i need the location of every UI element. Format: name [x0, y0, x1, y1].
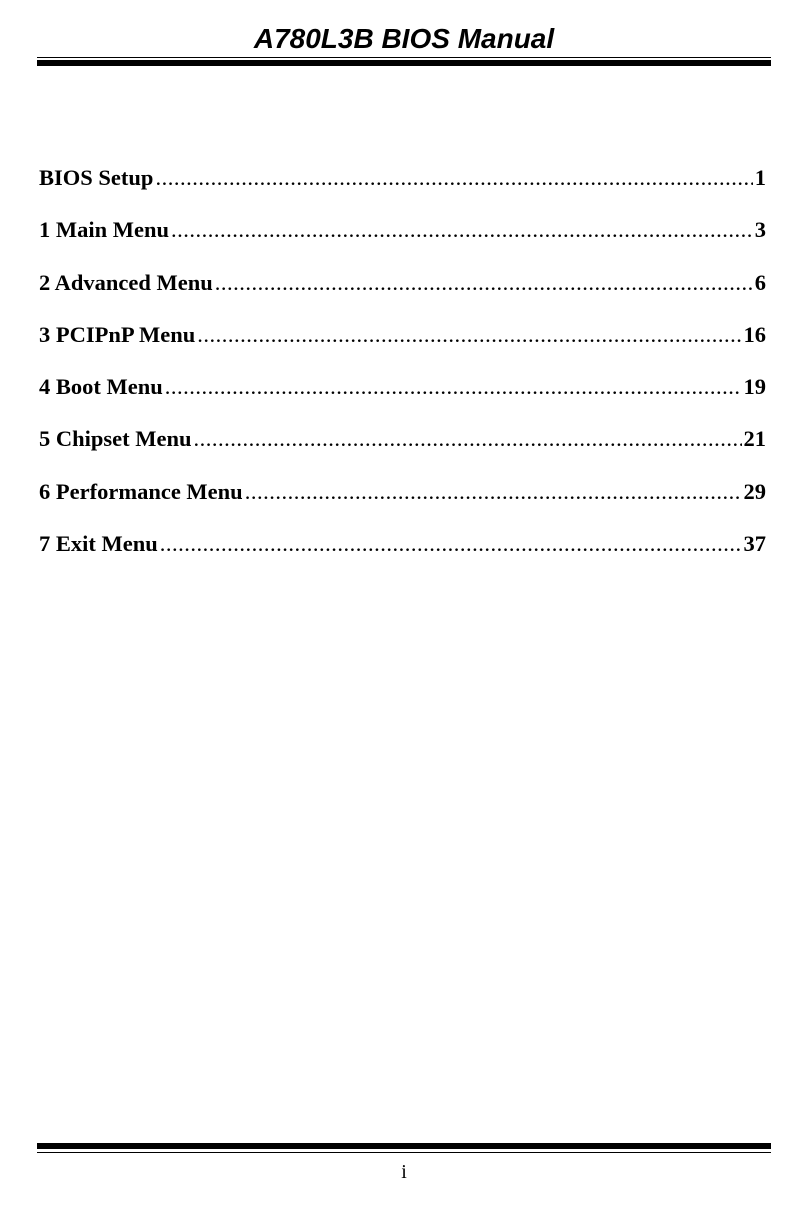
toc-entry-title: BIOS Setup: [39, 165, 154, 190]
toc-page-number: 19: [743, 374, 766, 400]
toc-entry-title: 6 Performance Menu: [39, 478, 243, 504]
document-title: A780L3B BIOS Manual: [253, 23, 555, 54]
toc-dot-leader: [215, 267, 753, 299]
toc-entry-bios-setup[interactable]: [39, 162, 766, 214]
footer-rule-thin: [37, 1152, 771, 1153]
toc-dot-leader: [194, 423, 742, 455]
toc-dot-leader: [160, 528, 742, 560]
toc-entry-title: 2 Advanced Menu: [39, 269, 213, 295]
table-of-contents: [39, 162, 766, 580]
toc-entry-chipset-menu[interactable]: [39, 423, 766, 475]
toc-dot-leader: [245, 476, 742, 508]
toc-dot-leader: [171, 214, 753, 246]
toc-page-number: 1: [754, 165, 766, 190]
toc-entry-title: 7 Exit Menu: [39, 531, 158, 557]
toc-entry-performance-menu[interactable]: [39, 476, 766, 528]
header-rule-thin: [37, 57, 771, 58]
toc-entry-title: 4 Boot Menu: [39, 374, 163, 400]
toc-page-number: 3: [754, 217, 766, 243]
toc-entry-title: 1 Main Menu: [39, 217, 170, 243]
page-number: i: [401, 1161, 407, 1183]
toc-dot-leader: [165, 371, 742, 403]
toc-page-number: 6: [754, 269, 766, 295]
toc-entry-exit-menu[interactable]: [39, 528, 766, 580]
toc-dot-leader: [155, 162, 752, 194]
toc-entry-pcipnp-menu[interactable]: [39, 319, 766, 371]
toc-page-number: 21: [743, 426, 766, 452]
footer-rule-thick: [37, 1143, 771, 1149]
toc-page-number: 37: [743, 531, 766, 557]
toc-entry-boot-menu[interactable]: [39, 371, 766, 423]
toc-page-number: 29: [743, 478, 766, 504]
toc-dot-leader: [197, 319, 741, 351]
toc-entry-main-menu[interactable]: [39, 214, 766, 266]
toc-entry-title: 3 PCIPnP Menu: [39, 321, 196, 347]
toc-entry-advanced-menu[interactable]: [39, 267, 766, 319]
header-rule-thick: [37, 60, 771, 66]
toc-page-number: 16: [743, 321, 766, 347]
toc-entry-title: 5 Chipset Menu: [39, 426, 192, 452]
